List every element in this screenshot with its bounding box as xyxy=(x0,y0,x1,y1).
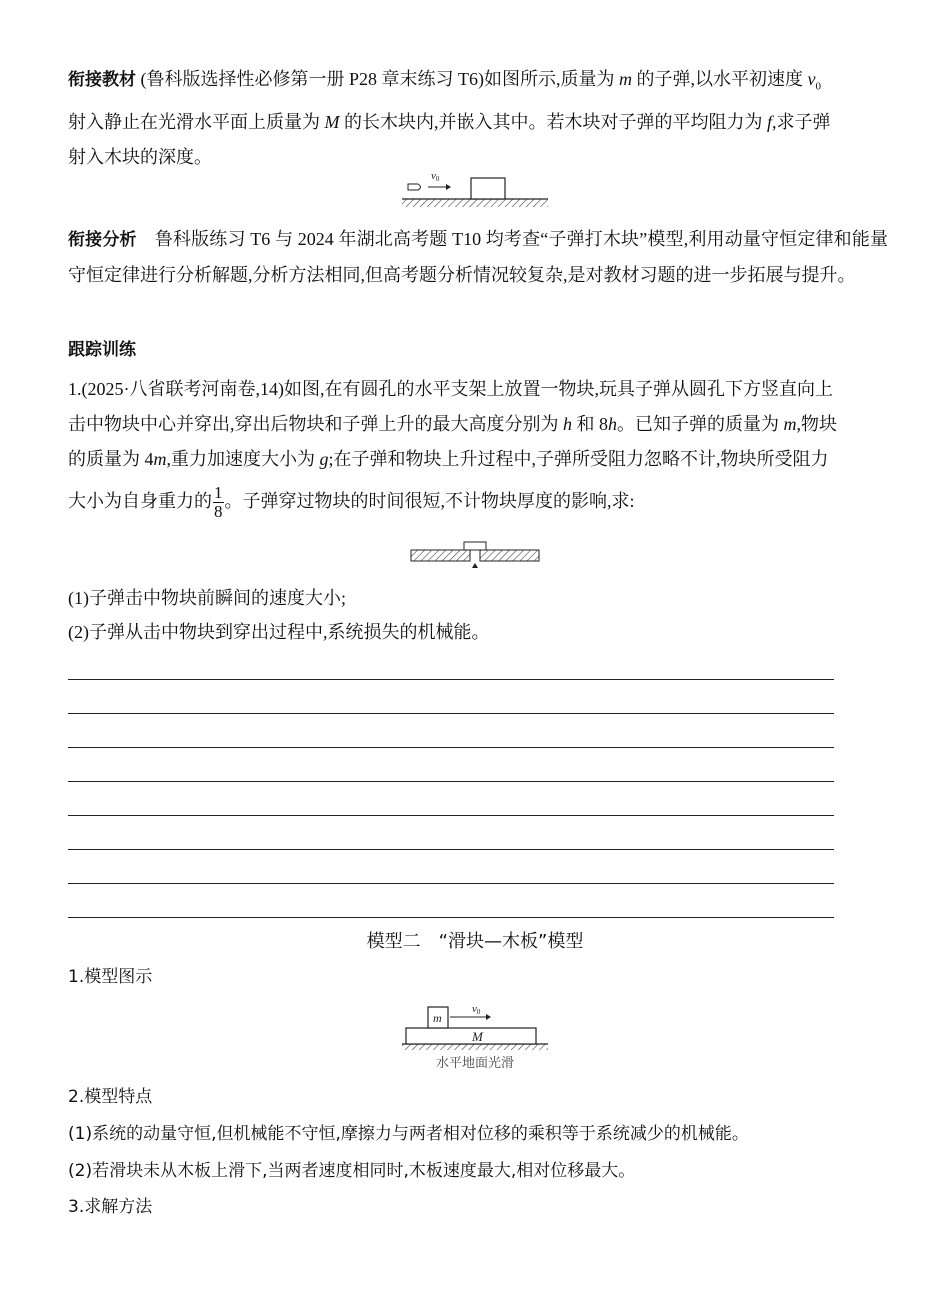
section-title: 模型二 “滑块—木板”模型 xyxy=(366,931,584,952)
question-1: (1)子弹击中物块前瞬间的速度大小; xyxy=(68,588,346,608)
fraction-one-eighth: $\frac{1}{8}$ xyxy=(214,483,223,522)
intro-label: 衔接教材 xyxy=(68,70,136,90)
intro-paragraph: 衔接教材 (鲁科版选择性必修第一册 P28 章末练习 T6)如图所示,质量为 m 的子弹,以水平初速度 $v_0$ 射入静止在光滑水平面上质量为 M 的长木块内,并嵌入其中。若木块对子弹的平均阻力为 f,求子弹 射入木块的深度。 xyxy=(68,69,831,167)
question-2: (2)子弹从击中物块到穿出过程中,系统损失的机械能。 xyxy=(68,622,490,642)
ground-hatch xyxy=(402,199,548,207)
bullet-block-figure xyxy=(398,165,552,213)
answer-line[interactable] xyxy=(68,781,834,782)
board xyxy=(406,1028,536,1044)
analysis-label: 衔接分析 xyxy=(68,230,137,250)
bullet-shape xyxy=(408,184,421,190)
problem-1: 1.(2025·八省联考河南卷,14)如图,在有圆孔的水平支架上放置一物块,玩具子弹从圆孔下方竖直向上 击中物块中心并穿出,穿出后物块和子弹上升的最大高度分别为 h 和 8h。已知子弹的质量为 m,物块 的质量为 4m,重力加速度大小为 g;在子弹和物块上升过程中,子弹所受阻力忽略不计,物块所受阻力 大小为自身重力的 $\frac{1}{8}$ 。子弹穿过物块的时间很短,不计物块厚度的影响,求: xyxy=(68,379,837,522)
answer-line[interactable] xyxy=(68,679,834,680)
support-hole-figure xyxy=(408,538,542,574)
subheading-3: 3.求解方法 xyxy=(68,1197,153,1217)
board-label: M xyxy=(472,1029,483,1044)
support-left xyxy=(411,550,470,561)
answer-line[interactable] xyxy=(68,917,834,918)
toy-bullet xyxy=(472,563,478,568)
feature-1: (1)系统的动量守恒,但机械能不守恒,摩擦力与两者相对位移的乘积等于系统减少的机械能。 xyxy=(68,1124,749,1144)
slider-label: m xyxy=(433,1011,442,1025)
subheading-1: 1.模型图示 xyxy=(68,967,153,987)
analysis-paragraph: 衔接分析 鲁科版练习 T6 与 2024 年湖北高考题 T10 均考查“子弹打木块”模型,利用动量守恒定律和能量守恒定律进行分析解题,分析方法相同,但高考题分析情况较复杂,是对教材习题的进一步拓展与提升。 xyxy=(68,229,888,285)
figure-caption: 水平地面光滑 xyxy=(435,1055,515,1070)
training-heading: 跟踪训练 xyxy=(68,340,136,360)
answer-line[interactable] xyxy=(68,713,834,714)
support-right xyxy=(480,550,539,561)
ground-hatch xyxy=(402,1044,548,1050)
v0-label: v0 xyxy=(431,170,440,183)
answer-line[interactable] xyxy=(68,883,834,884)
answer-line[interactable] xyxy=(68,815,834,816)
answer-line[interactable] xyxy=(68,849,834,850)
subheading-2: 2.模型特点 xyxy=(68,1087,153,1107)
answer-line[interactable] xyxy=(68,747,834,748)
slider-board-figure xyxy=(398,1000,552,1076)
wood-block xyxy=(471,178,505,199)
feature-2: (2)若滑块未从木板上滑下,当两者速度相同时,木板速度最大,相对位移最大。 xyxy=(68,1161,636,1181)
v0-label: v0 xyxy=(472,1003,481,1016)
small-block xyxy=(464,542,486,550)
